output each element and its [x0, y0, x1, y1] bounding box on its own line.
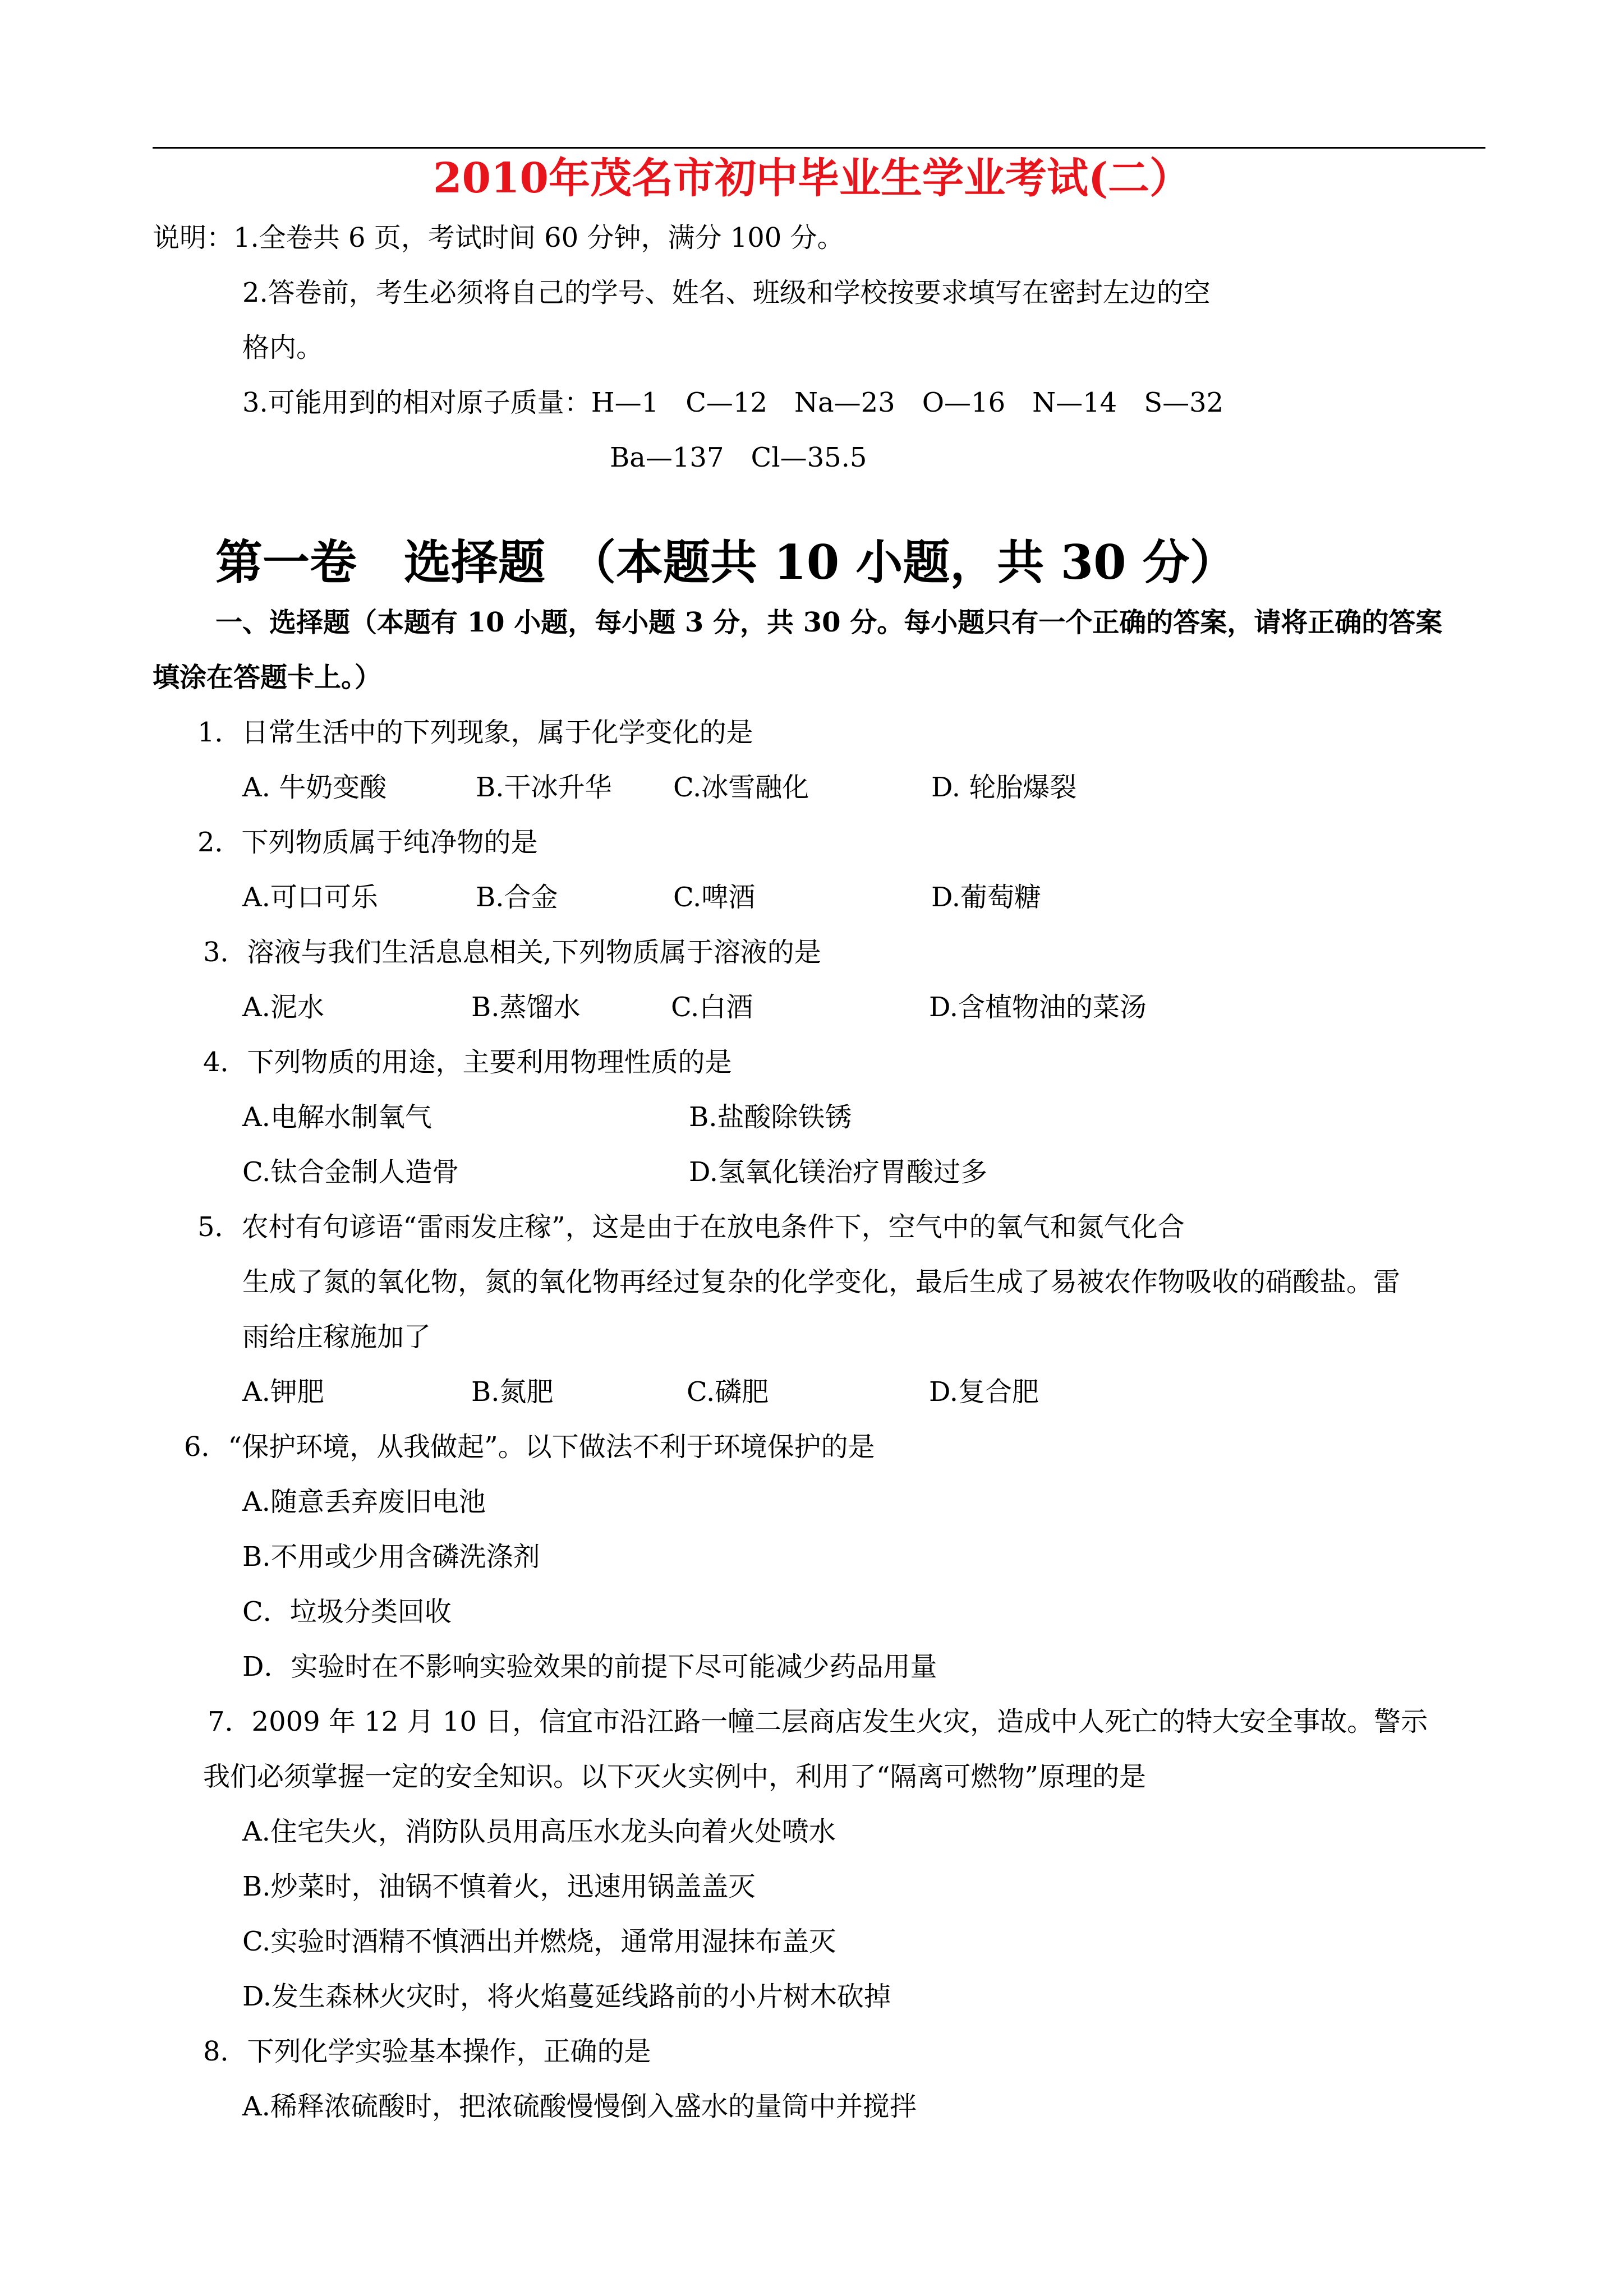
- q1-stem: 1．日常生活中的下列现象，属于化学变化的是: [197, 717, 753, 748]
- q6-option-d: D．实验时在不影响实验效果的前提下尽可能减少药品用量: [242, 1651, 937, 1682]
- q7-option-a: A.住宅失火，消防队员用高压水龙头向着火处喷水: [242, 1816, 836, 1847]
- q7-option-c: C.实验时酒精不慎洒出并燃烧，通常用湿抹布盖灭: [242, 1926, 836, 1957]
- q8-stem: 8．下列化学实验基本操作，正确的是: [203, 2036, 651, 2067]
- q6-stem: 6．“保护环境，从我做起”。以下做法不利于环境保护的是: [184, 1431, 875, 1463]
- q4-stem: 4．下列物质的用途，主要利用物理性质的是: [203, 1046, 732, 1078]
- note-3: 3.可能用到的相对原子质量：H—1 C—12 Na—23 O—16 N—14 S—32: [242, 387, 1224, 418]
- q3-option-a: A.泥水: [242, 992, 324, 1023]
- q7-stem-line-2: 我们必须掌握一定的安全知识。以下灭火实例中，利用了“隔离可燃物”原理的是: [203, 1761, 1147, 1792]
- q8-option-a: A.稀释浓硫酸时，把浓硫酸慢慢倒入盛水的量筒中并搅拌: [242, 2091, 917, 2122]
- q2-option-b: B.合金: [476, 882, 558, 913]
- instructions-line-1: 一、选择题（本题有 10 小题，每小题 3 分，共 30 分。每小题只有一个正确的答案，请将正确的答案: [215, 607, 1443, 638]
- note-1: 说明：1.全卷共 6 页，考试时间 60 分钟，满分 100 分。: [153, 222, 844, 253]
- section-heading: 第一卷 选择题 （本题共 10 小题，共 30 分）: [215, 534, 1237, 590]
- q2-option-d: D.葡萄糖: [931, 882, 1042, 913]
- q4-option-d: D.氢氧化镁治疗胃酸过多: [689, 1156, 988, 1188]
- q1-option-b: B.干冰升华: [476, 772, 612, 803]
- q6-option-a: A.随意丢弃废旧电池: [242, 1486, 486, 1518]
- instructions-line-2: 填涂在答题卡上。）: [153, 662, 382, 693]
- q4-option-b: B.盐酸除铁锈: [689, 1101, 852, 1133]
- q7-option-d: D.发生森林火灾时，将火焰蔓延线路前的小片树木砍掉: [242, 1981, 891, 2012]
- q7-option-b: B.炒菜时，油锅不慎着火，迅速用锅盖盖灭: [242, 1871, 756, 1902]
- q6-option-c: C．垃圾分类回收: [242, 1596, 452, 1628]
- note-2-cont: 格内。: [242, 332, 324, 363]
- q2-option-c: C.啤酒: [673, 882, 756, 913]
- q6-option-b: B.不用或少用含磷洗涤剂: [242, 1541, 540, 1573]
- q1-option-d: D. 轮胎爆裂: [931, 772, 1077, 803]
- q5-stem-line-2: 生成了氮的氧化物，氮的氧化物再经过复杂的化学变化，最后生成了易被农作物吸收的硝酸盐。雷: [242, 1266, 1401, 1298]
- q5-option-b: B.氮肥: [471, 1376, 554, 1408]
- q5-option-c: C.磷肥: [687, 1376, 769, 1408]
- q3-option-b: B.蒸馏水: [471, 992, 581, 1023]
- exam-title: 2010年茂名市初中毕业生学业考试(二）: [433, 154, 1191, 202]
- note-2: 2.答卷前，考生必须将自己的学号、姓名、班级和学校按要求填写在密封左边的空: [242, 277, 1211, 308]
- q4-option-a: A.电解水制氧气: [242, 1101, 432, 1133]
- q4-option-c: C.钛合金制人造骨: [242, 1156, 459, 1188]
- header-rule: [153, 147, 1485, 149]
- q5-option-d: D.复合肥: [929, 1376, 1039, 1408]
- q2-option-a: A.可口可乐: [242, 882, 378, 913]
- q1-option-a: A. 牛奶变酸: [242, 772, 387, 803]
- q5-stem-line-1: 5．农村有句谚语“雷雨发庄稼”，这是由于在放电条件下，空气中的氧气和氮气化合: [197, 1211, 1185, 1243]
- note-3-cont: Ba—137 Cl—35.5: [610, 442, 867, 473]
- q3-option-d: D.含植物油的菜汤: [929, 992, 1147, 1023]
- q5-stem-line-3: 雨给庄稼施加了: [242, 1321, 431, 1353]
- q3-stem: 3．溶液与我们生活息息相关,下列物质属于溶液的是: [203, 937, 821, 968]
- q7-stem-line-1: 7．2009 年 12 月 10 日，信宜市沿江路一幢二层商店发生火灾，造成中人死亡的特大安全事故。警示: [208, 1706, 1428, 1737]
- q1-option-c: C.冰雪融化: [673, 772, 809, 803]
- q3-option-c: C.白酒: [671, 992, 753, 1023]
- q5-option-a: A.钾肥: [242, 1376, 324, 1408]
- q2-stem: 2．下列物质属于纯净物的是: [197, 827, 538, 858]
